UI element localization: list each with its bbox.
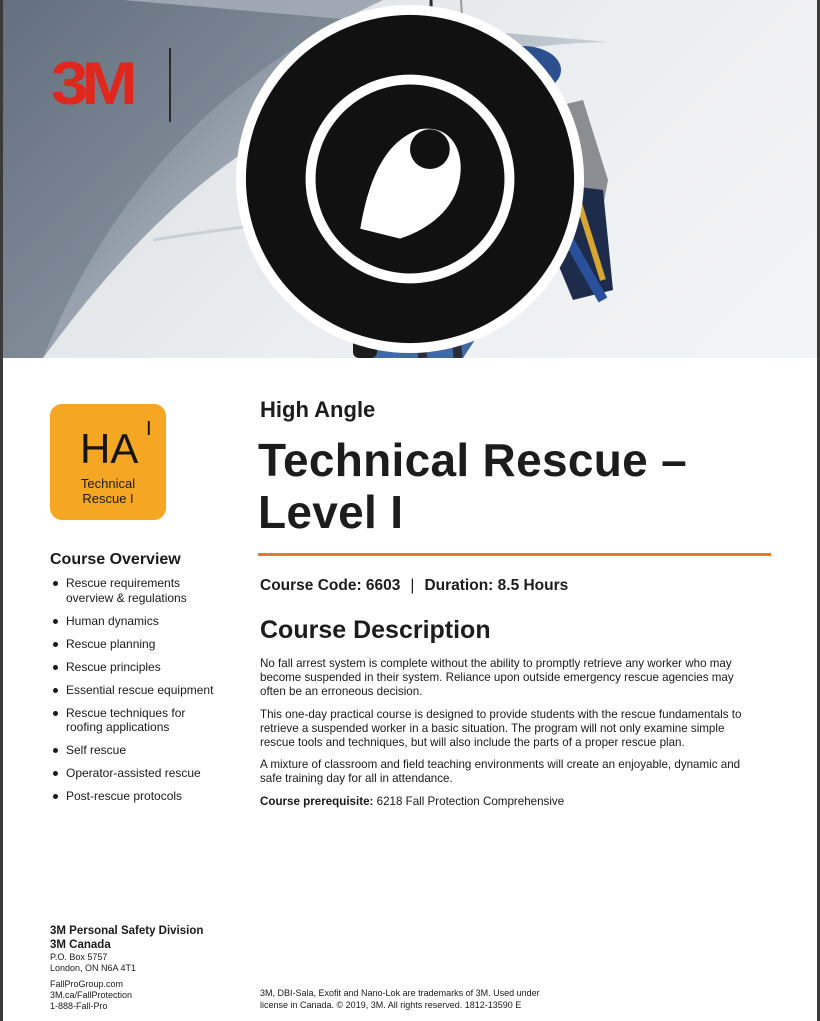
course-description bbox=[260, 657, 762, 809]
phone-number: 1-888-Fall-Pro bbox=[50, 1001, 108, 1011]
course-overview-list bbox=[52, 576, 232, 812]
bullet-icon bbox=[53, 665, 58, 670]
badge-subtitle-line1: Technical bbox=[80, 476, 136, 491]
hero-photo bbox=[3, 0, 817, 358]
title-divider bbox=[258, 553, 771, 556]
meta-separator: | bbox=[410, 577, 415, 594]
list-item bbox=[52, 637, 232, 652]
list-item-line: overview & regulations bbox=[66, 590, 187, 605]
list-item bbox=[52, 789, 232, 804]
legal-line: license in Canada. © 2019, 3M. All rights reserved. 1812-13590 E bbox=[260, 999, 522, 1010]
3m-logo-text: 3M bbox=[51, 50, 131, 117]
list-item-line: Post-rescue protocols bbox=[66, 789, 183, 803]
list-item bbox=[52, 660, 232, 675]
website-link[interactable]: 3M.ca/FallProtection bbox=[50, 990, 133, 1000]
badge-code: HA bbox=[80, 425, 139, 472]
list-item bbox=[52, 576, 232, 605]
prerequisite-value: 6218 Fall Protection Comprehensive bbox=[376, 794, 565, 808]
page-title-line1: Technical Rescue – bbox=[258, 434, 687, 486]
list-item bbox=[52, 766, 232, 781]
prerequisite-label: Course prerequisite: bbox=[260, 794, 374, 808]
list-item-line: Rescue techniques for bbox=[66, 705, 186, 720]
list-item-line: Operator-assisted rescue bbox=[66, 766, 201, 780]
course-overview-heading: Course Overview bbox=[50, 551, 181, 568]
fall-protection-group-seal-icon bbox=[3, 0, 817, 358]
legal-notice bbox=[260, 988, 580, 1011]
bullet-icon bbox=[53, 688, 58, 693]
badge-level: I bbox=[146, 418, 152, 440]
bullet-icon bbox=[53, 619, 58, 624]
footer-contact bbox=[50, 924, 203, 1012]
division-name: 3M Personal Safety Division bbox=[50, 925, 204, 937]
bullet-icon bbox=[53, 581, 58, 586]
course-description-heading: Course Description bbox=[260, 616, 491, 644]
list-item-line: Essential rescue equipment bbox=[66, 682, 214, 697]
course-meta bbox=[260, 577, 568, 595]
company-name: 3M Canada bbox=[50, 939, 111, 951]
badge-subtitle-line2: Rescue I bbox=[82, 491, 134, 506]
course-category: High Angle bbox=[260, 397, 376, 422]
bullet-icon bbox=[53, 771, 58, 776]
course-code: Course Code: 6603 bbox=[260, 577, 401, 594]
list-item-line: Rescue requirements bbox=[66, 576, 181, 590]
address-line: London, ON N6A 4T1 bbox=[50, 963, 137, 973]
description-paragraph: This one-day practical course is designed to provide students with the rescue fundamentals to retrieve a suspended worker in a basic situation. The program will not only examine simple rescue tools and techniques, but will also include the parts of a proper rescue plan. bbox=[260, 707, 742, 750]
bullet-icon bbox=[53, 711, 58, 716]
badge-subtitle bbox=[50, 476, 166, 506]
list-item-line: Self rescue bbox=[66, 743, 127, 757]
list-item bbox=[52, 706, 232, 735]
list-item bbox=[52, 614, 232, 629]
address-line: P.O. Box 5757 bbox=[50, 952, 108, 962]
list-item bbox=[52, 743, 232, 758]
list-item bbox=[52, 683, 232, 698]
website-link[interactable]: FallProGroup.com bbox=[50, 979, 124, 989]
description-paragraph: No fall arrest system is complete without the ability to promptly retrieve any worker who may become suspended in their system. Reliance upon outside emergency rescue agencies may often be an erroneous decision. bbox=[260, 657, 734, 699]
bullet-icon bbox=[53, 794, 58, 799]
page-title-line2: Level I bbox=[258, 486, 404, 538]
page-title bbox=[258, 434, 778, 538]
bullet-icon bbox=[53, 642, 58, 647]
bullet-icon bbox=[53, 748, 58, 753]
description-paragraph: A mixture of classroom and field teaching environments will create an enjoyable, dynamic and safe training day for all in attendance. bbox=[260, 758, 741, 786]
list-item-line: roofing applications bbox=[66, 720, 170, 734]
list-item-line: Rescue planning bbox=[66, 636, 156, 651]
course-duration: Duration: 8.5 Hours bbox=[424, 577, 569, 594]
course-level-badge bbox=[50, 404, 166, 520]
course-prerequisite bbox=[260, 795, 762, 809]
legal-line: 3M, DBI-Sala, Exofit and Nano-Lok are trademarks of 3M. Used under bbox=[260, 988, 540, 998]
list-item-line: Rescue principles bbox=[66, 659, 161, 674]
list-item-line: Human dynamics bbox=[66, 613, 159, 628]
